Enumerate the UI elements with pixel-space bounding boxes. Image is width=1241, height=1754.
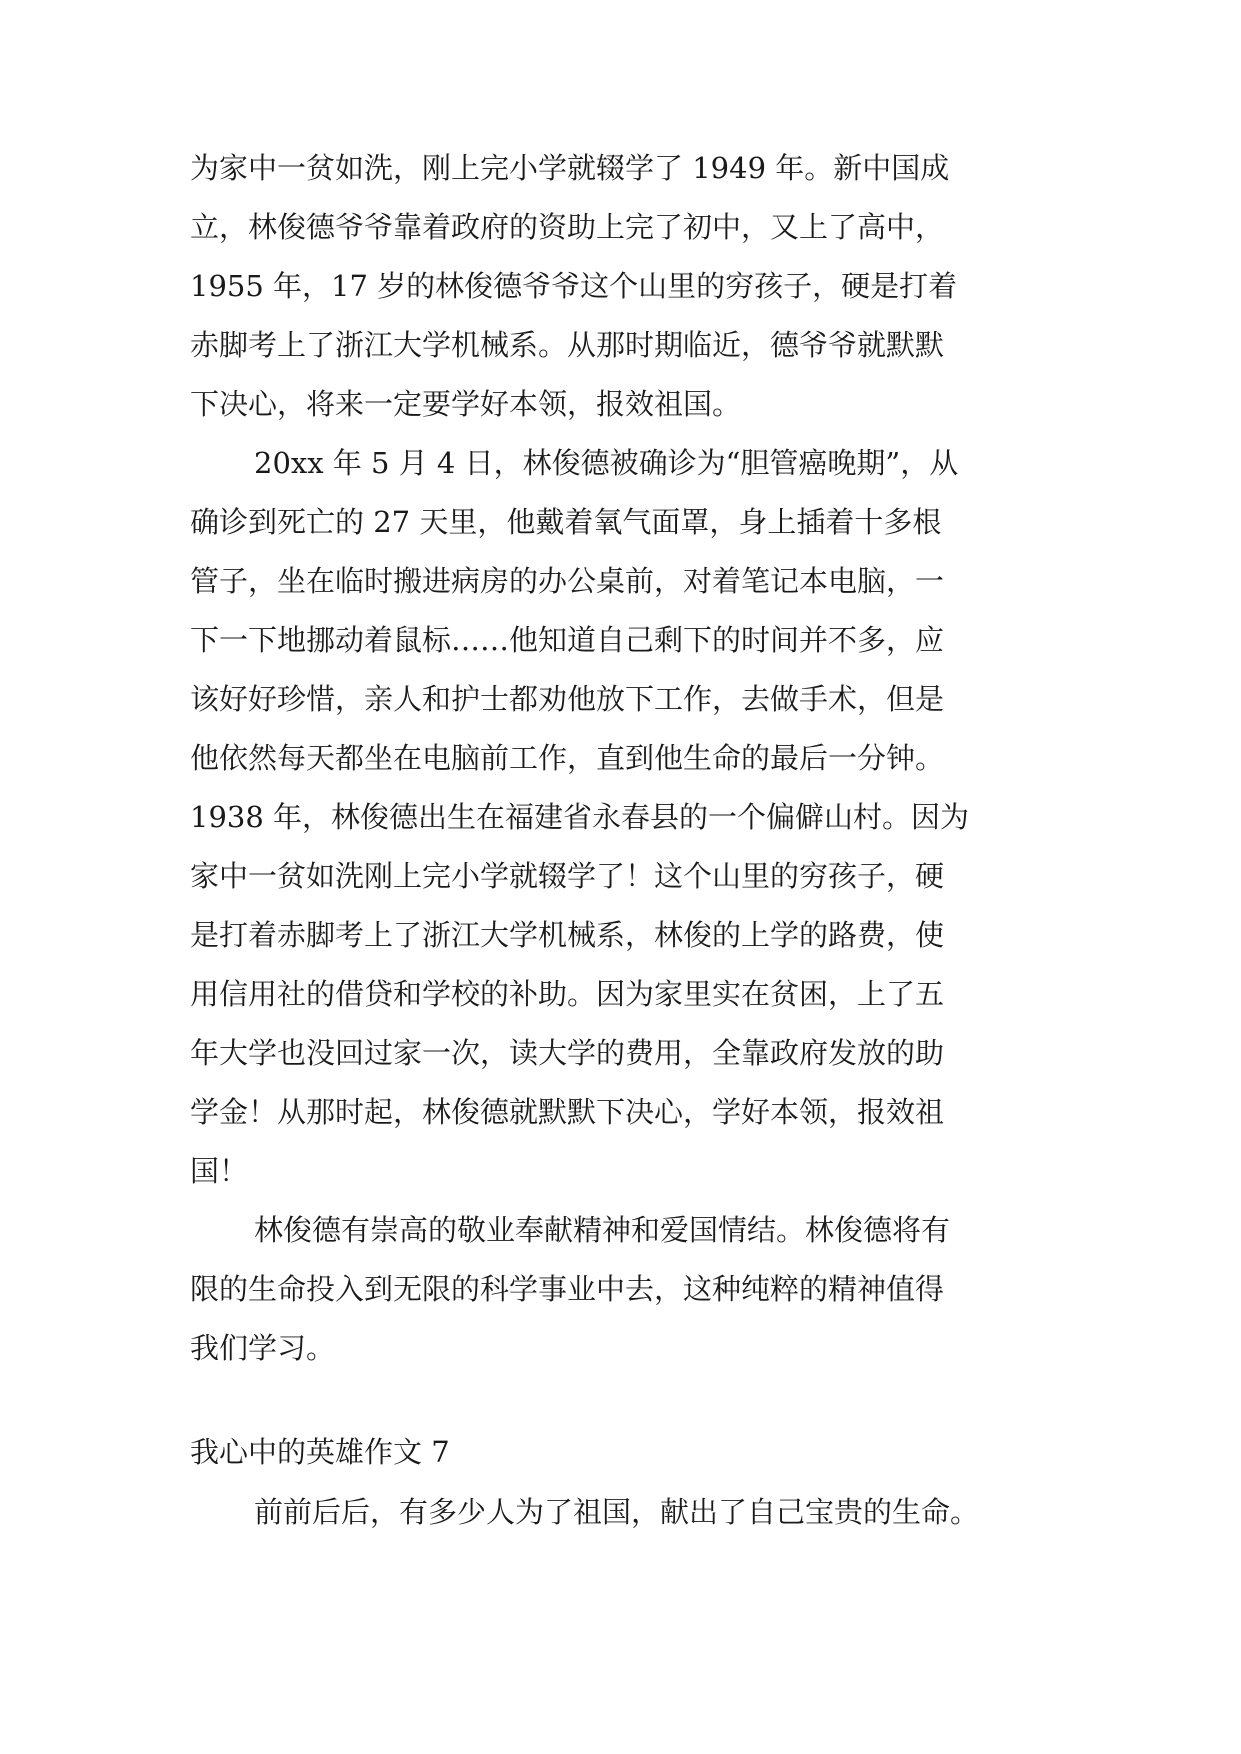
paragraph-2-line-10: 用信用社的借贷和学校的补助。因为家里实在贫困，上了五 [190,977,945,1011]
paragraph-3-line-1: 林俊德有崇高的敬业奉献精神和爱国情结。林俊德将有 [254,1213,951,1247]
paragraph-2-line-4: 下一下地挪动着鼠标……他知道自己剩下的时间并不多，应 [190,623,945,657]
paragraph-3-line-2: 限的生命投入到无限的科学事业中去，这种纯粹的精神值得 [190,1272,945,1306]
paragraph-2-line-13: 国！ [190,1154,249,1188]
paragraph-1-line-5: 下决心，将来一定要学好本领，报效祖国。 [190,387,742,421]
paragraph-1-line-4: 赤脚考上了浙江大学机械系。从那时期临近，德爷爷就默默 [190,328,945,362]
paragraph-4-line-1: 前前后后，有多少人为了祖国，献出了自己宝贵的生命。 [254,1495,980,1529]
paragraph-2-line-7: 1938 年，林俊德出生在福建省永春县的一个偏僻山村。因为 [190,800,970,834]
paragraph-1-line-3: 1955 年，17 岁的林俊德爷爷这个山里的穷孩子，硬是打着 [190,269,958,303]
paragraph-2-line-2: 确诊到死亡的 27 天里，他戴着氧气面罩，身上插着十多根 [190,505,942,539]
paragraph-2-line-3: 管子，坐在临时搬进病房的办公桌前，对着笔记本电脑，一 [190,564,945,598]
paragraph-2-line-1: 20xx 年 5 月 4 日，林俊德被确诊为“胆管癌晚期”，从 [254,446,959,480]
section-heading: 我心中的英雄作文 7 [190,1435,450,1469]
paragraph-2-line-9: 是打着赤脚考上了浙江大学机械系，林俊的上学的路费，使 [190,918,945,952]
paragraph-2-line-12: 学金！从那时起，林俊德就默默下决心，学好本领，报效祖 [190,1095,945,1129]
paragraph-1-line-1: 为家中一贫如洗，刚上完小学就辍学了 1949 年。新中国成 [190,151,950,185]
paragraph-2-line-6: 他依然每天都坐在电脑前工作，直到他生命的最后一分钟。 [190,741,945,775]
paragraph-2-line-5: 该好好珍惜，亲人和护士都劝他放下工作，去做手术，但是 [190,682,945,716]
paragraph-1-line-2: 立，林俊德爷爷靠着政府的资助上完了初中，又上了高中， [190,210,945,244]
paragraph-3-line-3: 我们学习。 [190,1331,336,1365]
paragraph-2-line-11: 年大学也没回过家一次，读大学的费用，全靠政府发放的助 [190,1036,945,1070]
paragraph-2-line-8: 家中一贫如洗刚上完小学就辍学了！这个山里的穷孩子，硬 [190,859,945,893]
